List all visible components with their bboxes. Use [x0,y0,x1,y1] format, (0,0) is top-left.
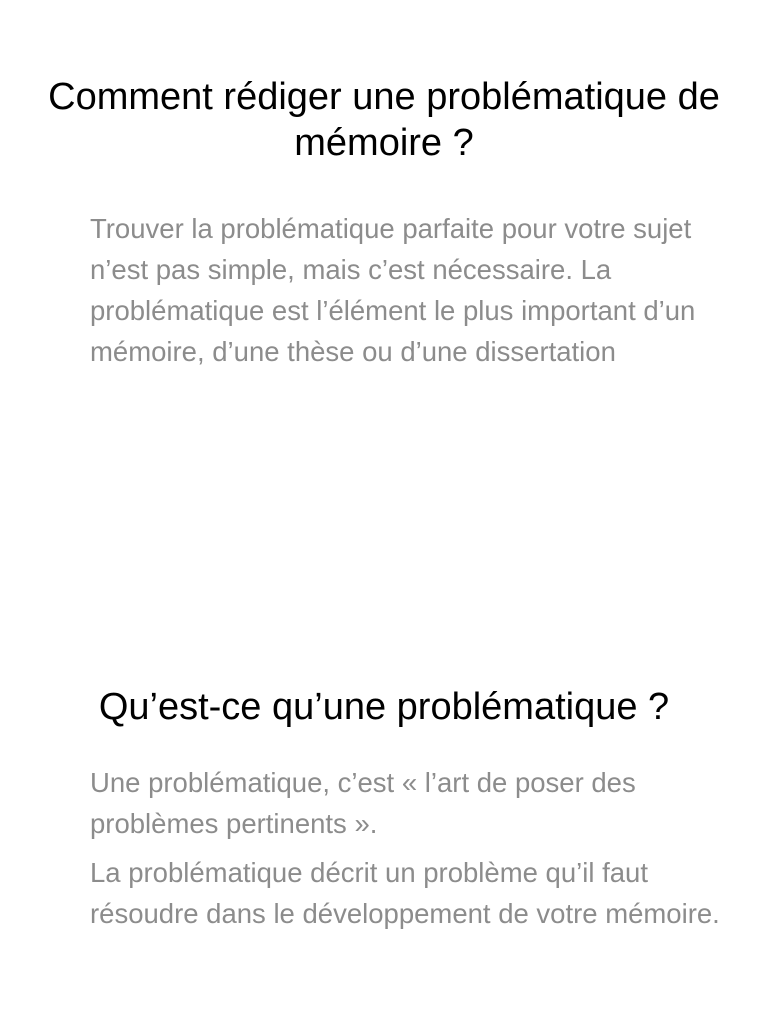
slide-2-paragraph-2: La problématique décrit un problème qu’il faut résoudre dans le développement de votre mémoire. [90,857,720,929]
slide-2-body [90,762,730,942]
slide-1-body [90,208,730,380]
slide-2-title: Qu’est-ce qu’une problématique ? [98,686,670,728]
slide-1-title: Comment rédiger une problématique de mémoire ? [48,76,720,164]
slide-1-paragraph-1: Trouver la problématique parfaite pour votre sujet n’est pas simple, mais c’est nécessaire. La problématique est l’élément le plus important d’un mémoire, d’une thèse ou d’une dissertation [90,213,696,367]
slide-2 [0,512,768,1024]
slide-2-paragraph-1: Une problématique, c’est « l’art de poser des problèmes pertinents ». [90,767,636,839]
